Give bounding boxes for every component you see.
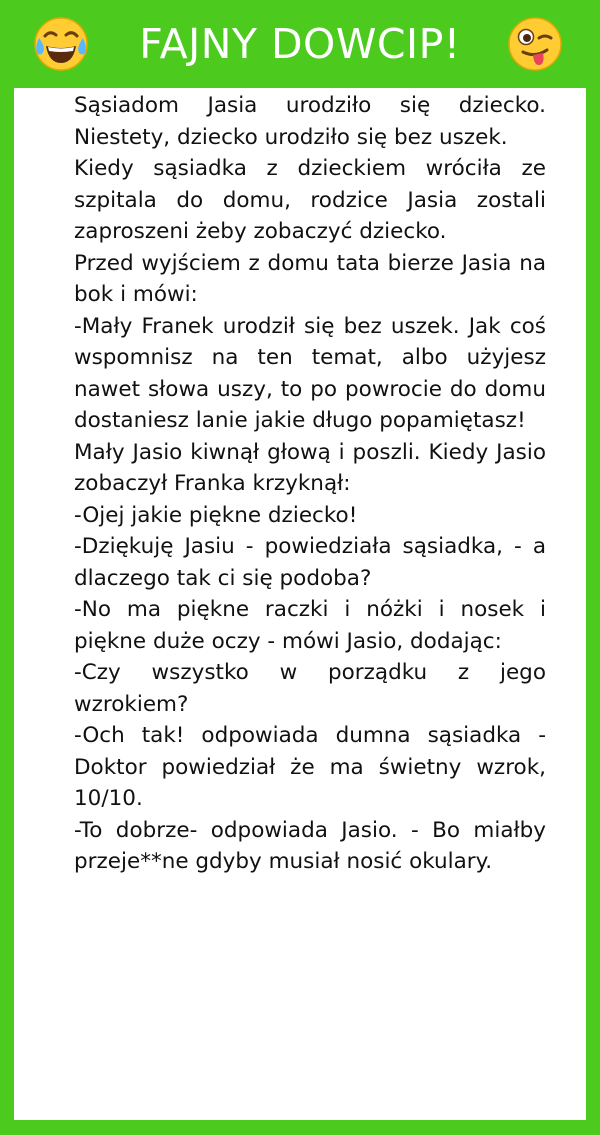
winking-tongue-emoji-icon [507,16,563,72]
story-paragraph: -No ma piękne raczki i nóżki i nosek i piękne duże oczy - mówi Jasio, dodając: [74,597,546,654]
story-paragraph: -Mały Franek urodził się bez uszek. Jak coś wspomnisz na ten temat, albo użyjesz nawet słowa uszy, to po powrocie do domu dostaniesz lanie jakie długo popamiętasz! [74,313,546,433]
story-paragraph: -Ojej jakie piękne dziecko! [74,502,358,528]
header-banner [0,0,600,88]
story-paragraph: -To dobrze- odpowiada Jasio. - Bo miałby przeje**ne gdyby musiał nosić okulary. [74,817,546,874]
story-paragraph: Kiedy sąsiadka z dzieckiem wróciła ze szpitala do domu, rodzice Jasia zostali zaproszeni żeby zobaczyć dziecko. [74,156,546,244]
story-paragraph: Przed wyjściem z domu tata bierze Jasia na bok i mówi: [74,250,546,307]
story-paragraph: Mały Jasio kiwnął głową i poszli. Kiedy Jasio zobaczył Franka krzyknął: [74,439,546,496]
joke-text [74,90,546,878]
story-paragraph: -Dziękuję Jasiu - powiedziała sąsiadka, - a dlaczego tak ci się podoba? [74,534,546,591]
story-paragraph: -Czy wszystko w porządku z jego wzrokiem? [74,660,546,717]
story-paragraph: Sąsiadom Jasia urodziło się dziecko. Niestety, dziecko urodziło się bez uszek. [74,93,546,150]
story-paragraph: -Och tak! odpowiada dumna sąsiadka - Doktor powiedział że ma świetny wzrok, 10/10. [74,723,546,811]
page-title: FAJNY DOWCIP! [139,20,461,68]
joke-panel [14,88,586,1120]
